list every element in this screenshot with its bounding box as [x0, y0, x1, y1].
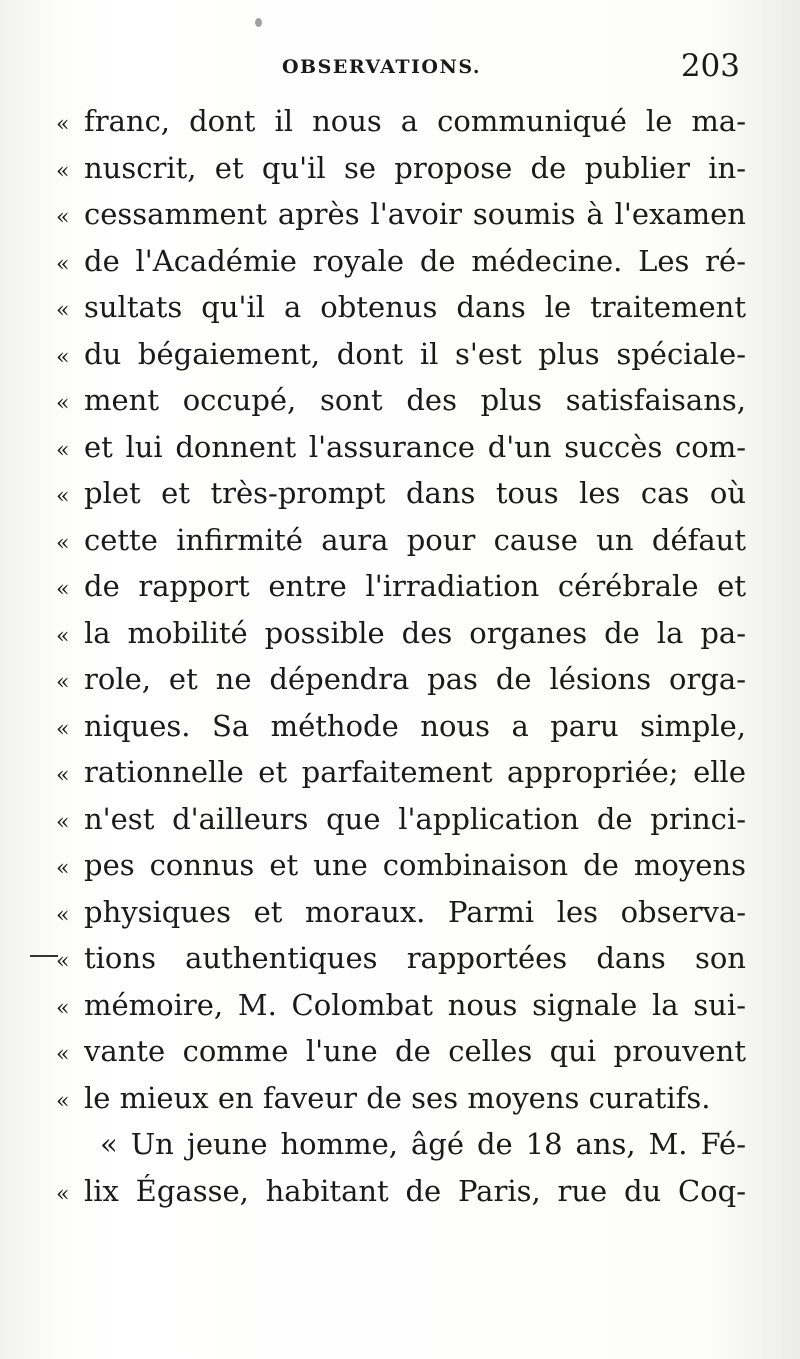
quote-mark: «	[56, 902, 70, 928]
line-text: ment occupé, sont des plus satisfaisans,	[84, 383, 746, 417]
text-line	[56, 1028, 746, 1075]
text-line	[56, 703, 746, 750]
line-text: physiques et moraux. Parmi les observa-	[84, 894, 746, 929]
line-text: mémoire, M. Colombat nous signale la sui-	[84, 987, 746, 1022]
ink-speck	[255, 18, 262, 27]
quote-mark: «	[56, 484, 70, 509]
quote-mark: «	[56, 437, 70, 463]
text-line	[56, 191, 746, 238]
text-line	[56, 610, 746, 657]
line-text: et lui donnent l'assurance d'un succès com-	[84, 429, 746, 464]
text-line	[56, 842, 746, 889]
body-text	[56, 98, 746, 1214]
text-line	[56, 1168, 746, 1215]
line-text: niques. Sa méthode nous a paru simple,	[84, 708, 746, 743]
line-text: du bégaiement, dont il s'est plus spéciale-	[84, 336, 746, 371]
text-line	[56, 982, 746, 1029]
line-text: cessamment après l'avoir soumis à l'examen	[84, 197, 746, 231]
quote-mark: «	[56, 391, 70, 416]
text-line	[56, 889, 746, 936]
quote-mark: «	[56, 251, 70, 277]
quote-mark: «	[56, 809, 70, 835]
quote-mark: «	[56, 1042, 70, 1067]
quote-mark: «	[56, 1181, 70, 1207]
running-head	[0, 48, 800, 88]
text-line	[56, 563, 746, 610]
quote-mark: «	[56, 1088, 70, 1114]
running-head-title: OBSERVATIONS.	[282, 56, 481, 78]
line-text: role, et ne dépendra pas de lésions orga-	[84, 662, 746, 696]
quote-mark: «	[56, 112, 70, 137]
quote-mark: «	[56, 577, 70, 602]
text-line	[56, 1075, 746, 1122]
text-line	[56, 1121, 746, 1168]
line-text: de rapport entre l'irradiation cérébrale et	[84, 569, 746, 603]
line-text: franc, dont il nous a communiqué le ma-	[84, 104, 746, 138]
line-text: nuscrit, et qu'il se propose de publier in-	[84, 150, 746, 185]
line-text: la mobilité possible des organes de la pa-	[84, 615, 746, 650]
quote-mark: «	[56, 205, 70, 230]
line-text: tions authentiques rapportées dans son	[84, 941, 746, 975]
text-line	[56, 98, 746, 145]
quote-mark: «	[56, 716, 70, 742]
quote-mark: «	[56, 856, 70, 881]
quote-mark: «	[56, 623, 70, 649]
text-line	[56, 331, 746, 378]
line-text: lix Égasse, habitant de Paris, rue du Coq-	[84, 1173, 746, 1208]
text-line	[56, 656, 746, 703]
line-text: rationnelle et parfaitement appropriée; elle	[84, 755, 746, 789]
line-text: de l'Académie royale de médecine. Les ré-	[84, 243, 746, 278]
text-line	[56, 470, 746, 517]
text-line	[56, 238, 746, 285]
line-text: sultats qu'il a obtenus dans le traitement	[84, 290, 746, 324]
text-line	[56, 145, 746, 192]
quote-mark: «	[56, 530, 70, 556]
margin-mark	[30, 955, 58, 957]
line-text: « Un jeune homme, âgé de 18 ans, M. Fé-	[100, 1127, 746, 1161]
page-number: 203	[680, 48, 740, 84]
quote-mark: «	[56, 344, 70, 370]
text-line	[56, 517, 746, 564]
line-text: plet et très-prompt dans tous les cas où	[84, 476, 746, 510]
quote-mark: «	[56, 995, 70, 1021]
quote-mark: «	[56, 670, 70, 695]
quote-mark: «	[56, 298, 70, 323]
text-line	[56, 377, 746, 424]
line-text: cette infirmité aura pour cause un défaut	[84, 522, 746, 557]
text-line	[56, 935, 746, 982]
text-line	[56, 749, 746, 796]
text-line	[56, 796, 746, 843]
line-text: pes connus et une combinaison de moyens	[84, 848, 746, 882]
text-line	[56, 424, 746, 471]
line-text: vante comme l'une de celles qui prouvent	[84, 1034, 746, 1068]
line-text: n'est d'ailleurs que l'application de princi-	[84, 801, 746, 836]
text-line	[56, 284, 746, 331]
quote-mark: «	[56, 763, 70, 788]
quote-mark: «	[56, 158, 70, 184]
quote-mark: «	[56, 949, 70, 974]
line-text: le mieux en faveur de ses moyens curatifs.	[84, 1080, 711, 1115]
